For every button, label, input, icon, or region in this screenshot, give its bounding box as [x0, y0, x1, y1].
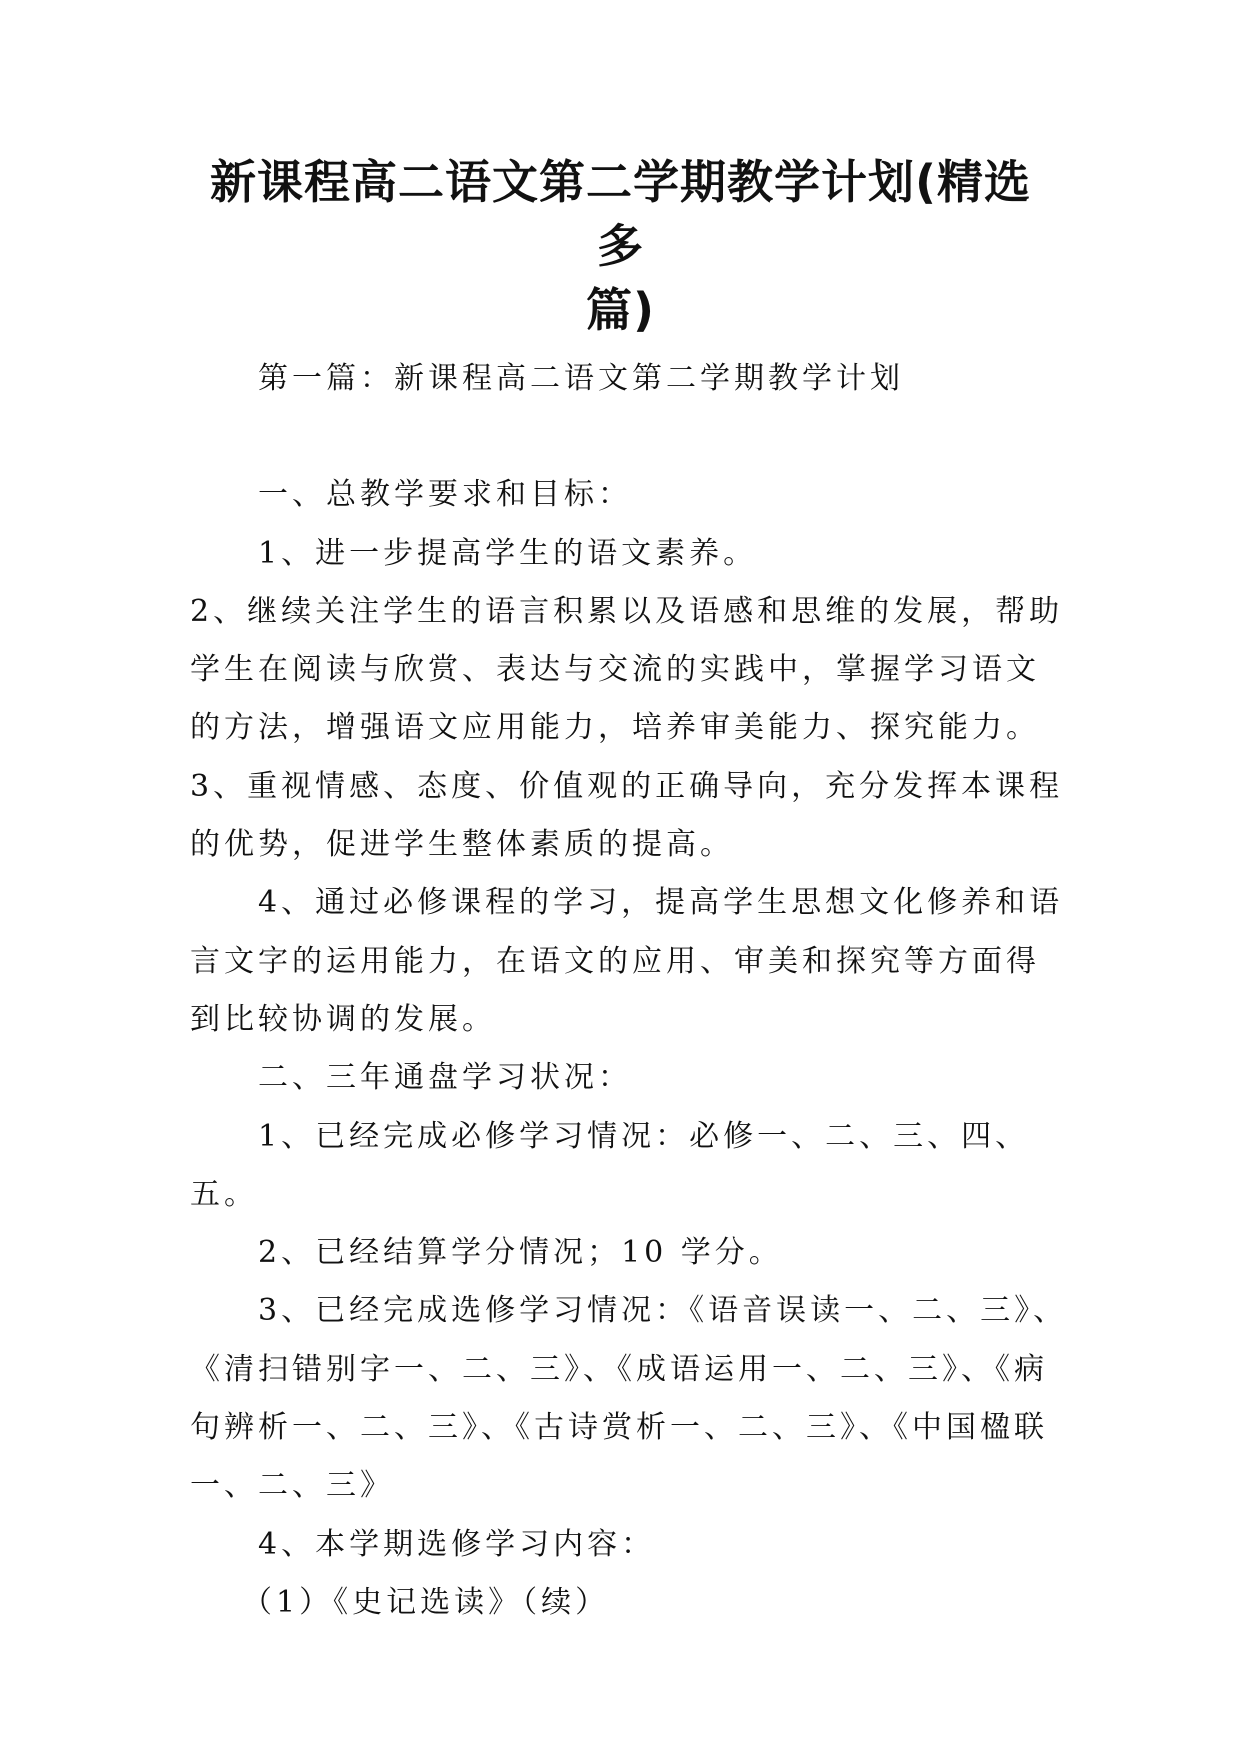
paragraph-goal-2: 2、继续关注学生的语言积累以及语感和思维的发展，帮助学生在阅读与欣赏、表达与交流的实践中，掌握学习语文的方法，增强语文应用能力，培养审美能力、探究能力。 — [190, 593, 1064, 746]
paragraph-status-4: 4、本学期选修学习内容： — [258, 1526, 656, 1562]
paragraph-goal-4: 4、通过必修课程的学习，提高学生思想文化修养和语言文字的运用能力，在语文的应用、审美和探究等方面得到比较协调的发展。 — [190, 885, 1064, 1037]
paragraph-goal-1: 1、进一步提高学生的语文素养。 — [258, 535, 758, 571]
section-heading-part-one: 第一篇：新课程高二语文第二学期教学计划 — [258, 361, 904, 396]
paragraph-goal-3: 3、重视情感、态度、价值观的正确导向，充分发挥本课程的优势，促进学生整体素质的提高。 — [190, 768, 1064, 863]
section-heading-goals: 一、总教学要求和目标： — [258, 477, 632, 513]
paragraph-status-1: 1、已经完成必修学习情况：必修一、二、三、四、五。 — [190, 1118, 1030, 1212]
paragraph-status-2: 2、已经结算学分情况；10 学分。 — [258, 1235, 783, 1271]
document-title-line-2: 篇) — [585, 283, 656, 337]
paragraph-elective-1: （1）《史记选读》（续） — [242, 1584, 610, 1620]
paragraph-status-3: 3、已经完成选修学习情况：《语音误读一、二、三》、《清扫错别字一、二、三》、《成语运用一、二、三》、《病句辨析一、二、三》、《古诗赏析一、二、三》、《中国楹联一、二、三》 — [190, 1293, 1068, 1504]
document-title — [190, 150, 1051, 342]
document-body — [190, 350, 1070, 1632]
document-title-line-1: 新课程高二语文第二学期教学计划(精选多 — [209, 155, 1032, 273]
section-heading-status: 二、三年通盘学习状况： — [258, 1060, 632, 1096]
